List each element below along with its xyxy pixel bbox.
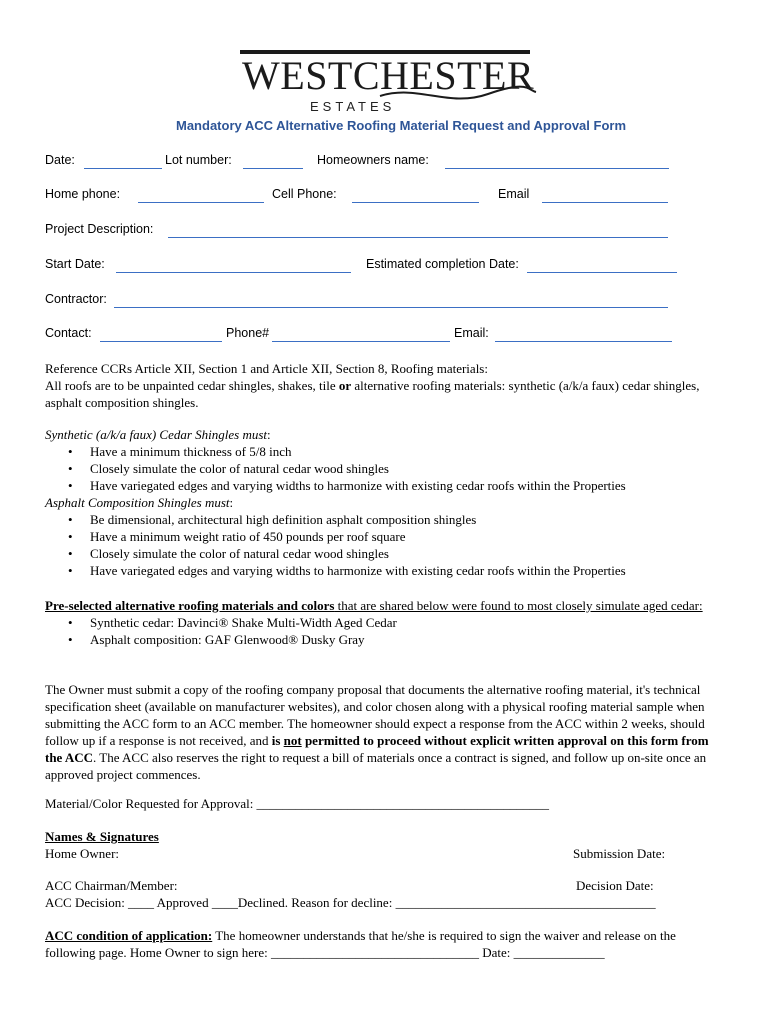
list-item: • Have variegated edges and varying widths to harmonize with existing cedar roofs within the Properties: [90, 477, 725, 494]
list-item: • Have a minimum weight ratio of 450 pounds per roof square: [90, 528, 725, 545]
preselected-section: [45, 597, 725, 648]
contact-input[interactable]: [100, 325, 222, 342]
lot-number-label: Lot number:: [165, 153, 232, 167]
list-item: • Closely simulate the color of natural cedar wood shingles: [90, 545, 725, 562]
synthetic-list: [45, 443, 725, 494]
list-item: • Be dimensional, architectural high definition asphalt composition shingles: [90, 511, 725, 528]
acc-member-label[interactable]: ACC Chairman/Member:: [45, 878, 178, 893]
contact-label: Contact:: [45, 326, 92, 340]
reference-line2: All roofs are to be unpainted cedar shingles, shakes, tile or alternative roofing materials: synthetic (a/k/a faux) cedar shingles, asphalt composition shingles.: [45, 378, 700, 410]
acc-condition-paragraph: [45, 927, 725, 961]
form-title: Mandatory ACC Alternative Roofing Material Request and Approval Form: [176, 118, 626, 133]
logo-title: WESTCHESTER: [242, 53, 535, 98]
contractor-input[interactable]: [114, 291, 668, 308]
completion-date-label: Estimated completion Date:: [366, 257, 519, 271]
list-item: • Have variegated edges and varying widths to harmonize with existing cedar roofs within the Properties: [90, 562, 725, 579]
logo-subtitle: ESTATES: [310, 99, 396, 114]
start-date-input[interactable]: [116, 256, 351, 273]
cell-phone-label: Cell Phone:: [272, 187, 337, 201]
acc-condition-heading: ACC condition of application:: [45, 928, 213, 943]
preselected-heading: Pre-selected alternative roofing materials and colors that are shared below were found to most closely simulate aged cedar:: [45, 598, 703, 613]
project-description-input[interactable]: [168, 221, 668, 238]
decision-date-label[interactable]: Decision Date:: [576, 878, 654, 893]
lot-number-input[interactable]: [243, 152, 303, 169]
list-item: • Closely simulate the color of natural cedar wood shingles: [90, 460, 725, 477]
submission-date-label[interactable]: Submission Date:: [573, 846, 666, 861]
reference-paragraph: [45, 360, 725, 411]
email2-label: Email:: [454, 326, 489, 340]
owner-paragraph: The Owner must submit a copy of the roofing company proposal that documents the alternative roofing material, it's technical specification sheet (available on manufacturer websites), and color chosen along with a physical roofing material sample when submitting the ACC form to an ACC member. The homeowner should expect a response from the ACC within 2 weeks, should follow up if a response is not received, and is not permitted to proceed without explicit written approval on this form from the ACC. The ACC also reserves the right to request a bill of materials once a contract is signed, and follow up on-site once an approved project commences.: [45, 682, 709, 782]
date-label: Date:: [45, 153, 75, 167]
email2-input[interactable]: [495, 325, 672, 342]
homeowner-name-label: Homeowners name:: [317, 153, 429, 167]
cell-phone-input[interactable]: [352, 186, 479, 203]
acc-condition-text[interactable]: The homeowner understands that he/she is required to sign the waiver and release on the following page. Home Owner to sign here: ________________________________ Date: ______________: [45, 928, 676, 960]
list-item: • Have a minimum thickness of 5/8 inch: [90, 443, 725, 460]
asphalt-heading: Asphalt Composition Shingles must:: [45, 495, 234, 510]
signatures-heading: Names & Signatures: [45, 829, 159, 844]
date-input[interactable]: [84, 152, 162, 169]
reference-line1: Reference CCRs Article XII, Section 1 and Article XII, Section 8, Roofing materials:: [45, 361, 488, 376]
synthetic-section: [45, 426, 725, 579]
contractor-label: Contractor:: [45, 292, 107, 306]
home-phone-label: Home phone:: [45, 187, 121, 201]
list-item: • Asphalt composition: GAF Glenwood® Dusky Gray: [90, 631, 725, 648]
acc-decision-line[interactable]: ACC Decision: ____ Approved ____Declined. Reason for decline: ________________________________________: [45, 895, 656, 910]
material-request-line[interactable]: Material/Color Requested for Approval: _____________________________________________: [45, 796, 550, 811]
email-label: Email: [498, 187, 530, 201]
phone-label: Phone#: [226, 326, 270, 340]
preselected-list: [45, 614, 725, 648]
home-phone-input[interactable]: [138, 186, 264, 203]
list-item: • Synthetic cedar: Davinci® Shake Multi-Width Aged Cedar: [90, 614, 725, 631]
start-date-label: Start Date:: [45, 257, 105, 271]
project-description-label: Project Description:: [45, 222, 154, 236]
completion-date-input[interactable]: [527, 256, 677, 273]
asphalt-list: [45, 511, 725, 579]
logo-wave-icon: [378, 82, 538, 112]
email-input[interactable]: [542, 186, 668, 203]
synthetic-heading: Synthetic (a/k/a faux) Cedar Shingles must:: [45, 427, 271, 442]
homeowner-name-input[interactable]: [445, 152, 669, 169]
phone-input[interactable]: [272, 325, 450, 342]
home-owner-label[interactable]: Home Owner:: [45, 846, 120, 861]
